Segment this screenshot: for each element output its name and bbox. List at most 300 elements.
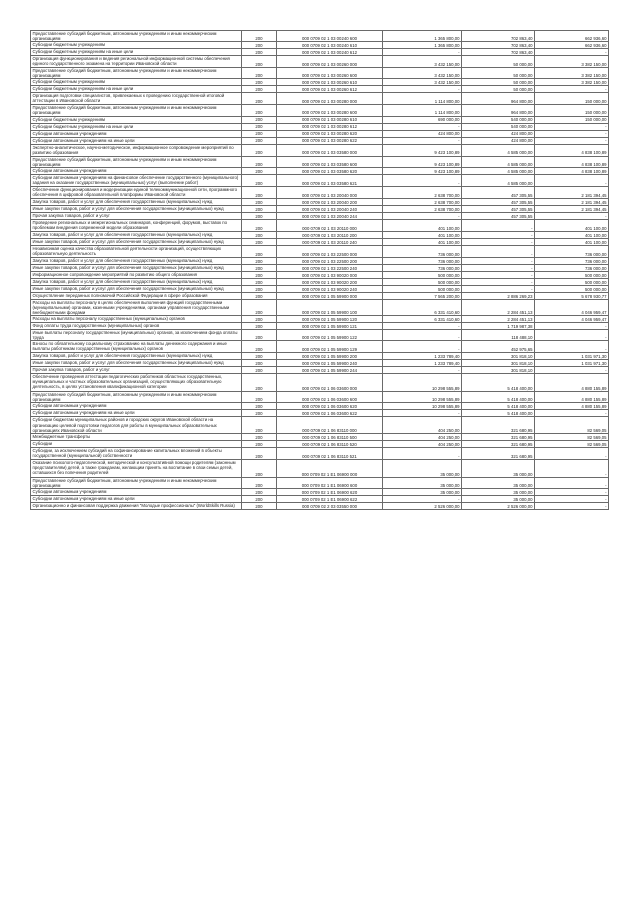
table-row: [31, 488, 609, 495]
row-approved-amount: 401 100,00: [383, 238, 462, 245]
table-row: [31, 477, 609, 488]
row-admin-code: 200: [242, 167, 277, 174]
row-approved-amount: -: [383, 323, 462, 330]
row-approved-amount: 2 638 700,00: [383, 198, 462, 205]
table-row: [31, 49, 609, 56]
row-unexecuted-amount: 401 100,00: [535, 219, 609, 231]
table-row: [31, 144, 609, 156]
row-budget-code: 000 0709 02 1 03 20040 200: [277, 198, 383, 205]
row-name: Субсидии, за исключением субсидий на софинансирование капитальных вложений в объекты государственной (муниципальной) собственности: [31, 447, 242, 459]
row-budget-code: 000 0709 02 1 06 83110 000: [277, 417, 383, 433]
row-budget-code: 000 0709 02 1 06 03600 000: [277, 374, 383, 392]
row-budget-code: 000 0709 02 1 03 03580 621: [277, 174, 383, 186]
row-unexecuted-amount: -: [535, 495, 609, 502]
row-budget-code: 000 0709 02 1 03 00240 600: [277, 31, 383, 42]
row-name: Иные закупки товаров, работ и услуг для обеспечения государственных (муниципальных) нужд: [31, 205, 242, 212]
row-budget-code: 000 0709 02 1 05 59900 240: [277, 360, 383, 367]
row-approved-amount: -: [383, 86, 462, 93]
row-budget-code: 000 0709 02 1 Е1 06900 000: [277, 459, 383, 477]
table-row: [31, 174, 609, 186]
row-approved-amount: 3 432 150,00: [383, 56, 462, 68]
row-unexecuted-amount: -: [535, 477, 609, 488]
row-name: Иные закупки товаров, работ и услуг для обеспечения государственных (муниципальных) нужд: [31, 360, 242, 367]
row-admin-code: 200: [242, 285, 277, 292]
row-approved-amount: 35 000,00: [383, 459, 462, 477]
table-row: [31, 68, 609, 79]
row-approved-amount: -: [383, 49, 462, 56]
row-executed-amount: 702 863,40: [462, 31, 535, 42]
row-executed-amount: 424 800,00: [462, 130, 535, 137]
row-admin-code: 200: [242, 31, 277, 42]
row-admin-code: 200: [242, 316, 277, 323]
row-admin-code: 200: [242, 488, 277, 495]
row-name: Субсидии автономным учреждениям на финансовое обеспечение государственного (муниципального) задания на оказание государственных (муниципальных) услуг (выполнение работ): [31, 174, 242, 186]
row-admin-code: 200: [242, 245, 277, 257]
row-executed-amount: 540 000,00: [462, 123, 535, 130]
row-admin-code: 200: [242, 212, 277, 219]
row-name: Субсидии бюджетным учреждениям: [31, 79, 242, 86]
row-executed-amount: 4 585 000,00: [462, 156, 535, 167]
row-admin-code: 200: [242, 257, 277, 264]
row-approved-amount: 1 365 800,00: [383, 42, 462, 49]
row-unexecuted-amount: 4 046 959,47: [535, 299, 609, 315]
row-admin-code: 200: [242, 186, 277, 198]
row-budget-code: 000 0709 02 1 Е1 06900 620: [277, 488, 383, 495]
row-executed-amount: 5 418 400,00: [462, 392, 535, 403]
table-row: [31, 264, 609, 271]
row-approved-amount: 10 298 555,89: [383, 403, 462, 410]
row-unexecuted-amount: 150 000,00: [535, 105, 609, 116]
row-unexecuted-amount: 2 181 394,45: [535, 205, 609, 212]
row-unexecuted-amount: -: [535, 212, 609, 219]
row-approved-amount: 7 565 200,00: [383, 292, 462, 299]
row-executed-amount: 2 886 269,23: [462, 292, 535, 299]
row-unexecuted-amount: 500 000,00: [535, 278, 609, 285]
row-budget-code: 000 0709 02 1 03 20040 240: [277, 205, 383, 212]
row-executed-amount: 50 000,00: [462, 79, 535, 86]
row-unexecuted-amount: -: [535, 330, 609, 341]
table-row: [31, 79, 609, 86]
table-row: [31, 167, 609, 174]
row-unexecuted-amount: 4 838 100,89: [535, 167, 609, 174]
row-budget-code: 000 0709 02 1 03 00280 622: [277, 137, 383, 144]
report-sheet: [30, 30, 608, 510]
row-executed-amount: 2 284 451,13: [462, 299, 535, 315]
table-row: [31, 245, 609, 257]
table-row: [31, 198, 609, 205]
row-admin-code: 200: [242, 93, 277, 105]
row-executed-amount: -: [462, 278, 535, 285]
row-name: Субсидии бюджетным учреждениям на иные цели: [31, 123, 242, 130]
row-admin-code: 200: [242, 341, 277, 353]
row-unexecuted-amount: 3 382 150,00: [535, 79, 609, 86]
row-executed-amount: 4 585 000,00: [462, 144, 535, 156]
row-name: Расходы на выплаты персоналу государственных (муниципальных) органов: [31, 316, 242, 323]
row-executed-amount: 301 818,10: [462, 360, 535, 367]
row-unexecuted-amount: -: [535, 502, 609, 509]
row-unexecuted-amount: 4 880 155,89: [535, 403, 609, 410]
row-approved-amount: -: [383, 495, 462, 502]
table-row: [31, 219, 609, 231]
row-executed-amount: 5 418 400,00: [462, 403, 535, 410]
table-row: [31, 31, 609, 42]
row-approved-amount: 35 000,00: [383, 488, 462, 495]
row-approved-amount: 404 250,00: [383, 440, 462, 447]
row-approved-amount: 1 114 800,00: [383, 105, 462, 116]
row-executed-amount: 540 000,00: [462, 116, 535, 123]
row-unexecuted-amount: 4 838 100,89: [535, 144, 609, 156]
table-row: [31, 238, 609, 245]
row-name: Закупка товаров, работ и услуг для обеспечения государственных (муниципальных) нужд: [31, 231, 242, 238]
row-approved-amount: 2 638 700,00: [383, 186, 462, 198]
row-admin-code: 200: [242, 123, 277, 130]
row-approved-amount: 9 423 100,89: [383, 144, 462, 156]
row-budget-code: 000 0709 02 1 05 59900 122: [277, 330, 383, 341]
row-approved-amount: -: [383, 367, 462, 374]
row-admin-code: 200: [242, 292, 277, 299]
row-executed-amount: 118 488,10: [462, 330, 535, 341]
row-approved-amount: -: [383, 123, 462, 130]
row-unexecuted-amount: 401 100,00: [535, 238, 609, 245]
row-name: Предоставление субсидий бюджетным, автономным учреждениям и иным некоммерческим организациям: [31, 68, 242, 79]
row-name: Субсидии автономным учреждениям на иные цели: [31, 137, 242, 144]
row-executed-amount: -: [462, 245, 535, 257]
row-unexecuted-amount: 5 678 930,77: [535, 292, 609, 299]
row-budget-code: 000 0709 02 1 03 22500 200: [277, 257, 383, 264]
row-name: Обеспечение проведения аттестации педагогических работников областных государственных, муниципальных и частных образовательных организаций, осуществляющих образовательную деятельность, в целях установления квалификационной категории: [31, 374, 242, 392]
row-budget-code: 000 0709 02 1 03 03580 000: [277, 144, 383, 156]
row-name: Субсидии автономным учреждениям на иные цели: [31, 495, 242, 502]
table-row: [31, 93, 609, 105]
row-executed-amount: 50 000,00: [462, 56, 535, 68]
row-name: Субсидии бюджетам муниципальных районов и городских округов Ивановской области на организацию целевой подготовки педагогов для работы в муниципальных образовательных организациях Ивановской области: [31, 417, 242, 433]
row-executed-amount: 457 305,55: [462, 198, 535, 205]
row-unexecuted-amount: 736 000,00: [535, 245, 609, 257]
row-approved-amount: 424 800,00: [383, 130, 462, 137]
row-executed-amount: -: [462, 257, 535, 264]
row-budget-code: 000 0709 02 1 03 90020 200: [277, 278, 383, 285]
row-approved-amount: -: [383, 137, 462, 144]
row-executed-amount: 457 305,55: [462, 205, 535, 212]
row-name: Оказание психолого-педагогической, методической и консультативной помощи родителям (законным представителям) детей, а также гражданам, желающим принять на воспитание в свои семьи детей, оставшихся без попечения родителей: [31, 459, 242, 477]
row-executed-amount: -: [462, 219, 535, 231]
row-admin-code: 200: [242, 174, 277, 186]
row-approved-amount: 500 000,00: [383, 278, 462, 285]
row-budget-code: 000 0709 02 1 06 03600 620: [277, 403, 383, 410]
row-name: Осуществление переданных полномочий Российской Федерации в сфере образования: [31, 292, 242, 299]
row-unexecuted-amount: 4 838 100,89: [535, 156, 609, 167]
row-approved-amount: -: [383, 174, 462, 186]
row-executed-amount: 35 000,00: [462, 488, 535, 495]
row-budget-code: 000 0709 02 1 03 20110 200: [277, 231, 383, 238]
row-unexecuted-amount: -: [535, 447, 609, 459]
row-unexecuted-amount: -: [535, 86, 609, 93]
table-row: [31, 299, 609, 315]
row-approved-amount: 1 233 789,40: [383, 360, 462, 367]
row-budget-code: 000 0709 02 1 03 20110 240: [277, 238, 383, 245]
row-budget-code: 000 0709 02 1 05 59900 121: [277, 323, 383, 330]
row-approved-amount: 736 000,00: [383, 257, 462, 264]
table-row: [31, 186, 609, 198]
row-unexecuted-amount: -: [535, 123, 609, 130]
row-unexecuted-amount: 4 880 155,89: [535, 374, 609, 392]
row-approved-amount: 1 365 800,00: [383, 31, 462, 42]
row-budget-code: 000 0709 02 1 06 03600 600: [277, 392, 383, 403]
row-executed-amount: 964 800,00: [462, 105, 535, 116]
row-approved-amount: 401 100,00: [383, 231, 462, 238]
row-approved-amount: -: [383, 410, 462, 417]
table-row: [31, 403, 609, 410]
table-row: [31, 433, 609, 440]
row-name: Субсидии бюджетным учреждениям на иные цели: [31, 49, 242, 56]
row-name: Субсидии автономным учреждениям: [31, 488, 242, 495]
row-unexecuted-amount: 82 569,05: [535, 440, 609, 447]
row-admin-code: 200: [242, 86, 277, 93]
row-approved-amount: 500 000,00: [383, 271, 462, 278]
table-body: [31, 31, 609, 510]
row-budget-code: 000 0709 02 1 03 22500 000: [277, 245, 383, 257]
row-approved-amount: -: [383, 447, 462, 459]
row-budget-code: 000 0709 02 1 06 83110 500: [277, 433, 383, 440]
row-admin-code: 200: [242, 278, 277, 285]
row-name: Фонд оплаты труда государственных (муниципальных) органов: [31, 323, 242, 330]
row-admin-code: 200: [242, 56, 277, 68]
row-admin-code: 200: [242, 360, 277, 367]
row-executed-amount: 35 000,00: [462, 459, 535, 477]
row-budget-code: 000 0709 02 1 05 59900 100: [277, 299, 383, 315]
row-budget-code: 000 0709 02 1 03 20040 244: [277, 212, 383, 219]
row-budget-code: 000 0709 02 1 03 03580 620: [277, 167, 383, 174]
table-row: [31, 353, 609, 360]
row-approved-amount: 6 331 410,60: [383, 299, 462, 315]
row-unexecuted-amount: -: [535, 130, 609, 137]
table-row: [31, 316, 609, 323]
table-row: [31, 360, 609, 367]
row-admin-code: 200: [242, 403, 277, 410]
table-row: [31, 417, 609, 433]
row-budget-code: 000 0709 02 1 03 22500 240: [277, 264, 383, 271]
row-executed-amount: 1 719 987,38: [462, 323, 535, 330]
row-budget-code: 000 0709 02 1 06 03600 622: [277, 410, 383, 417]
row-name: Закупка товаров, работ и услуг для обеспечения государственных (муниципальных) нужд: [31, 278, 242, 285]
row-admin-code: 200: [242, 198, 277, 205]
row-admin-code: 200: [242, 433, 277, 440]
row-executed-amount: -: [462, 264, 535, 271]
row-name: Предоставление субсидий бюджетным, автономным учреждениям и иным некоммерческим организациям: [31, 477, 242, 488]
row-approved-amount: 690 000,00: [383, 116, 462, 123]
row-executed-amount: -: [462, 285, 535, 292]
row-admin-code: 200: [242, 156, 277, 167]
table-row: [31, 116, 609, 123]
row-approved-amount: -: [383, 330, 462, 341]
row-name: Предоставление субсидий бюджетным, автономным учреждениям и иным некоммерческим организациям: [31, 105, 242, 116]
row-name: Субсидии автономным учреждениям: [31, 130, 242, 137]
row-approved-amount: 35 000,00: [383, 477, 462, 488]
row-name: Иные закупки товаров, работ и услуг для обеспечения государственных (муниципальных) нужд: [31, 285, 242, 292]
table-row: [31, 56, 609, 68]
row-budget-code: 000 0709 02 1 03 00260 600: [277, 68, 383, 79]
row-admin-code: 200: [242, 79, 277, 86]
row-executed-amount: 2 284 451,13: [462, 316, 535, 323]
row-executed-amount: 457 305,55: [462, 186, 535, 198]
row-admin-code: 200: [242, 105, 277, 116]
row-approved-amount: 3 432 150,00: [383, 79, 462, 86]
row-admin-code: 200: [242, 130, 277, 137]
row-budget-code: 000 0709 02 1 03 03580 600: [277, 156, 383, 167]
row-budget-code: 000 0709 02 1 05 59900 000: [277, 292, 383, 299]
table-row: [31, 330, 609, 341]
table-row: [31, 459, 609, 477]
row-unexecuted-amount: 662 936,60: [535, 31, 609, 42]
row-approved-amount: 3 432 150,00: [383, 68, 462, 79]
row-name: Субсидии бюджетным учреждениям: [31, 116, 242, 123]
row-approved-amount: -: [383, 212, 462, 219]
row-name: Экспертно-аналитическое, научно-методическое, информационное сопровождение мероприятий по развитию образования: [31, 144, 242, 156]
row-admin-code: 200: [242, 42, 277, 49]
row-unexecuted-amount: -: [535, 137, 609, 144]
table-row: [31, 137, 609, 144]
table-row: [31, 278, 609, 285]
row-name: Независимая оценка качества образовательной деятельности организаций, осуществляющих образовательную деятельность: [31, 245, 242, 257]
row-admin-code: 200: [242, 477, 277, 488]
row-admin-code: 200: [242, 116, 277, 123]
row-name: Закупка товаров, работ и услуг для обеспечения государственных (муниципальных) нужд: [31, 198, 242, 205]
row-name: Иные выплаты персоналу государственных (муниципальных) органов, за исключением фонда оплаты труда: [31, 330, 242, 341]
row-name: Прочая закупка товаров, работ и услуг: [31, 212, 242, 219]
row-unexecuted-amount: 736 000,00: [535, 257, 609, 264]
row-executed-amount: 35 000,00: [462, 477, 535, 488]
row-admin-code: 200: [242, 440, 277, 447]
budget-execution-table: [30, 30, 609, 510]
table-row: [31, 447, 609, 459]
row-approved-amount: 736 000,00: [383, 264, 462, 271]
row-executed-amount: -: [462, 231, 535, 238]
row-admin-code: 200: [242, 68, 277, 79]
row-unexecuted-amount: -: [535, 488, 609, 495]
row-name: Субсидии бюджетным учреждениям: [31, 42, 242, 49]
row-approved-amount: 9 423 100,89: [383, 156, 462, 167]
row-budget-code: 000 0709 02 1 03 00280 000: [277, 93, 383, 105]
row-name: Субсидии автономным учреждениям на иные цели: [31, 410, 242, 417]
row-executed-amount: 50 000,00: [462, 68, 535, 79]
row-executed-amount: -: [462, 238, 535, 245]
row-unexecuted-amount: 662 936,60: [535, 42, 609, 49]
row-executed-amount: 50 000,00: [462, 86, 535, 93]
row-budget-code: 000 0709 02 1 03 00280 600: [277, 105, 383, 116]
row-unexecuted-amount: 4 046 959,47: [535, 316, 609, 323]
table-row: [31, 205, 609, 212]
row-budget-code: 000 0709 02 1 05 59900 244: [277, 367, 383, 374]
row-unexecuted-amount: 4 880 155,89: [535, 392, 609, 403]
row-budget-code: 000 0709 02 1 05 59900 129: [277, 341, 383, 353]
row-budget-code: 000 0709 02 1 03 00280 612: [277, 123, 383, 130]
table-row: [31, 130, 609, 137]
table-row: [31, 323, 609, 330]
row-unexecuted-amount: 3 382 150,00: [535, 56, 609, 68]
row-unexecuted-amount: 500 000,00: [535, 285, 609, 292]
row-admin-code: 200: [242, 447, 277, 459]
row-admin-code: 200: [242, 144, 277, 156]
row-name: Субсидии: [31, 440, 242, 447]
table-row: [31, 123, 609, 130]
row-name: Иные закупки товаров, работ и услуг для обеспечения государственных (муниципальных) нужд: [31, 264, 242, 271]
row-name: Иные закупки товаров, работ и услуг для обеспечения государственных (муниципальных) нужд: [31, 238, 242, 245]
row-approved-amount: 404 250,00: [383, 433, 462, 440]
row-unexecuted-amount: 150 000,00: [535, 93, 609, 105]
row-approved-amount: 2 526 000,00: [383, 502, 462, 509]
row-budget-code: 000 0709 02 1 05 59900 200: [277, 353, 383, 360]
row-admin-code: 200: [242, 231, 277, 238]
table-row: [31, 374, 609, 392]
row-admin-code: 200: [242, 219, 277, 231]
row-executed-amount: 2 526 000,00: [462, 502, 535, 509]
row-name: Закупка товаров, работ и услуг для обеспечения государственных (муниципальных) нужд: [31, 353, 242, 360]
row-unexecuted-amount: 500 000,00: [535, 271, 609, 278]
table-row: [31, 502, 609, 509]
row-budget-code: 000 0709 02 1 06 83110 520: [277, 440, 383, 447]
row-unexecuted-amount: -: [535, 341, 609, 353]
table-row: [31, 156, 609, 167]
table-row: [31, 367, 609, 374]
row-budget-code: 000 0709 02 1 03 90020 240: [277, 285, 383, 292]
row-approved-amount: 6 331 410,60: [383, 316, 462, 323]
table-row: [31, 257, 609, 264]
row-unexecuted-amount: 82 569,05: [535, 433, 609, 440]
row-name: Организация подготовки специалистов, привлекаемых к проведению государственной итоговой аттестации в Ивановской области: [31, 93, 242, 105]
row-admin-code: 200: [242, 330, 277, 341]
row-executed-amount: 4 585 000,00: [462, 167, 535, 174]
row-budget-code: 000 0709 02 1 03 00280 610: [277, 116, 383, 123]
table-row: [31, 231, 609, 238]
row-admin-code: 200: [242, 205, 277, 212]
row-name: Расходы на выплаты персоналу в целях обеспечения выполнения функций государственными (муниципальными) органами, казенными учреждениями, органами управления государственными внебюджетными фондами: [31, 299, 242, 315]
row-unexecuted-amount: 736 000,00: [535, 264, 609, 271]
row-unexecuted-amount: -: [535, 367, 609, 374]
row-budget-code: 000 0709 02 1 03 90020 000: [277, 271, 383, 278]
row-executed-amount: 5 418 400,00: [462, 410, 535, 417]
row-name: Межбюджетные трансферты: [31, 433, 242, 440]
row-admin-code: 200: [242, 410, 277, 417]
row-executed-amount: 321 680,95: [462, 447, 535, 459]
table-row: [31, 212, 609, 219]
row-budget-code: 000 0709 02 1 03 00240 610: [277, 42, 383, 49]
row-admin-code: 200: [242, 49, 277, 56]
table-row: [31, 341, 609, 353]
row-budget-code: 000 0709 02 1 03 00260 000: [277, 56, 383, 68]
table-row: [31, 105, 609, 116]
row-admin-code: 200: [242, 459, 277, 477]
row-executed-amount: 452 975,65: [462, 341, 535, 353]
row-unexecuted-amount: 150 000,00: [535, 116, 609, 123]
row-admin-code: 200: [242, 264, 277, 271]
row-admin-code: 200: [242, 392, 277, 403]
table-row: [31, 42, 609, 49]
row-executed-amount: 702 863,40: [462, 49, 535, 56]
row-admin-code: 200: [242, 323, 277, 330]
row-executed-amount: 4 585 000,00: [462, 174, 535, 186]
row-name: Информационное сопровождение мероприятий по развитию общего образования: [31, 271, 242, 278]
table-row: [31, 392, 609, 403]
table-row: [31, 440, 609, 447]
row-unexecuted-amount: 401 100,00: [535, 231, 609, 238]
row-unexecuted-amount: 82 569,05: [535, 417, 609, 433]
row-unexecuted-amount: -: [535, 323, 609, 330]
row-admin-code: 200: [242, 137, 277, 144]
row-unexecuted-amount: -: [535, 49, 609, 56]
row-budget-code: 000 0709 02 1 03 20040 000: [277, 186, 383, 198]
row-admin-code: 200: [242, 271, 277, 278]
row-approved-amount: 2 638 700,00: [383, 205, 462, 212]
